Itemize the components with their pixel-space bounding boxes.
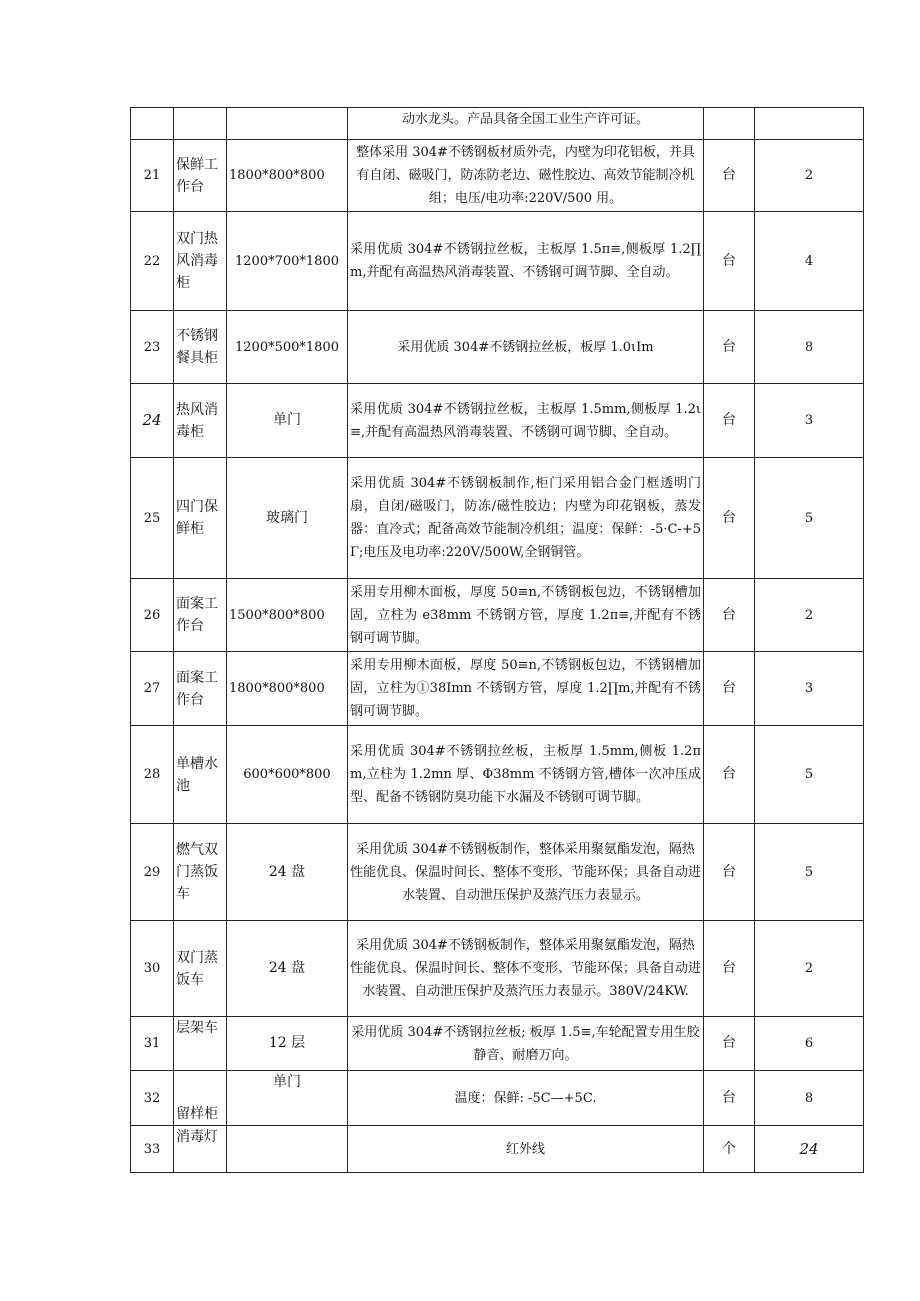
row-unit: 台	[704, 1071, 755, 1126]
row-unit: 台	[704, 458, 755, 579]
row-qty: 24	[755, 1126, 864, 1173]
table-row-continuation	[131, 108, 864, 140]
table-row	[131, 1071, 864, 1126]
row-name: 不锈钢餐具柜	[174, 311, 227, 384]
table-row	[131, 726, 864, 824]
row-name: 燃气双门蒸饭车	[174, 824, 227, 921]
row-unit: 台	[704, 726, 755, 824]
table-row	[131, 652, 864, 726]
table-row	[131, 921, 864, 1017]
table-row	[131, 212, 864, 311]
row-spec: 12 层	[227, 1017, 348, 1071]
row-no: 29	[131, 824, 174, 921]
row-qty: 5	[755, 824, 864, 921]
row-unit: 台	[704, 212, 755, 311]
table-row	[131, 458, 864, 579]
row-description: 采用优质 304#不锈钢拉丝板，主板厚 1.5π≡,侧板厚 1.2∏m,并配有高温热风消毒装置、不锈钢可调节脚、全自动。	[348, 212, 704, 311]
row-no: 23	[131, 311, 174, 384]
row-unit: 台	[704, 140, 755, 212]
row-spec	[227, 1126, 348, 1173]
row-unit: 个	[704, 1126, 755, 1173]
row-no: 24	[131, 384, 174, 458]
row-no: 22	[131, 212, 174, 311]
row-unit: 台	[704, 311, 755, 384]
row-qty: 2	[755, 579, 864, 652]
row-qty	[755, 108, 864, 140]
row-no: 27	[131, 652, 174, 726]
row-qty: 3	[755, 652, 864, 726]
table-row	[131, 824, 864, 921]
row-description: 整体采用 304#不锈钢板材质外壳，内壁为印花铝板，并具有自闭、磁吸门，防冻防老边、磁性胶边、高效节能制冷机组；电压/电功率:220V/500 用。	[348, 140, 704, 212]
row-description: 采用优质 304#不锈钢板制作，整体采用聚氨酯发泡，隔热性能优良、保温时间长、整体不变形、节能环保；具备自动进水装置、自动泄压保护及蒸汽压力表显示。380V/24KW.	[348, 921, 704, 1017]
row-description: 采用专用柳木面板，厚度 50≡n,不锈钢板包边，不锈钢槽加固，立柱为 e38mm 不锈钢方管，厚度 1.2π≡,并配有不锈钢可调节脚。	[348, 579, 704, 652]
row-unit: 台	[704, 384, 755, 458]
table-row	[131, 1126, 864, 1173]
row-qty: 6	[755, 1017, 864, 1071]
row-description: 红外线	[348, 1126, 704, 1173]
row-no: 25	[131, 458, 174, 579]
row-spec: 1200*700*1800	[227, 212, 348, 311]
row-spec: 单门	[227, 1071, 348, 1126]
row-unit: 台	[704, 921, 755, 1017]
row-qty: 8	[755, 1071, 864, 1126]
row-spec: 单门	[227, 384, 348, 458]
row-spec: 24 盘	[227, 921, 348, 1017]
row-no: 21	[131, 140, 174, 212]
row-name: 面案工作台	[174, 652, 227, 726]
row-description: 动水龙头。产品具备全国工业生产许可证。	[348, 108, 704, 140]
row-name: 层架车	[174, 1017, 227, 1071]
row-name: 消毒灯	[174, 1126, 227, 1173]
row-name: 双门蒸饭车	[174, 921, 227, 1017]
row-unit: 台	[704, 1017, 755, 1071]
row-unit: 台	[704, 824, 755, 921]
row-unit: 台	[704, 652, 755, 726]
table-row	[131, 311, 864, 384]
row-unit	[704, 108, 755, 140]
row-spec: 玻璃门	[227, 458, 348, 579]
equipment-spec-table	[130, 107, 864, 1173]
row-name	[174, 108, 227, 140]
row-no: 26	[131, 579, 174, 652]
row-qty: 4	[755, 212, 864, 311]
row-no: 30	[131, 921, 174, 1017]
row-description: 采用优质 304#不锈钢板制作，整体采用聚氨酯发泡，隔热性能优良、保温时间长、整体不变形、节能环保；具备自动进水装置、自动泄压保护及蒸汽压力表显示。	[348, 824, 704, 921]
row-qty: 8	[755, 311, 864, 384]
row-name: 四门保鲜柜	[174, 458, 227, 579]
row-spec: 1500*800*800	[227, 579, 348, 652]
row-name: 单槽水池	[174, 726, 227, 824]
row-qty: 3	[755, 384, 864, 458]
row-name: 双门热风消毒柜	[174, 212, 227, 311]
row-spec: 24 盘	[227, 824, 348, 921]
row-qty: 2	[755, 140, 864, 212]
row-no: 33	[131, 1126, 174, 1173]
table-row	[131, 1017, 864, 1071]
row-unit: 台	[704, 579, 755, 652]
row-no: 28	[131, 726, 174, 824]
row-no: 31	[131, 1017, 174, 1071]
row-qty: 5	[755, 726, 864, 824]
table-row	[131, 140, 864, 212]
row-description: 采用优质 304#不锈钢板制作,柜门采用铝合金门框透明门扇，自闭/磁吸门，防冻/磁性胶边；内壁为印花钢板，蒸发器：直冷式；配备高效节能制冷机组；温度：保鲜：-5·C-+5Γ;电压及电功率:220V/500W,全钢铜管。	[348, 458, 704, 579]
row-no: 32	[131, 1071, 174, 1126]
row-spec: 1200*500*1800	[227, 311, 348, 384]
table-row	[131, 579, 864, 652]
row-name: 热风消毒柜	[174, 384, 227, 458]
row-description: 采用专用柳木面板，厚度 50≡n,不锈钢板包边，不锈钢槽加固，立柱为①38Imn 不锈钢方管，厚度 1.2∏m,并配有不锈钢可调节脚。	[348, 652, 704, 726]
row-name: 面案工作台	[174, 579, 227, 652]
row-description: 采用优质 304#不锈钢拉丝板，主板厚 1.5mm,侧板厚 1.2ι≡,并配有高温热风消毒装置、不锈钢可调节脚、全自动。	[348, 384, 704, 458]
row-spec: 1800*800*800	[227, 652, 348, 726]
row-name: 留样柜	[174, 1071, 227, 1126]
row-name: 保鲜工作台	[174, 140, 227, 212]
row-description: 采用优质 304#不锈钢拉丝板，主板厚 1.5mm,侧板 1.2πm,立柱为 1.2mn 厚、Φ38mm 不锈钢方管,槽体一次冲压成型、配备不锈钢防臭功能下水漏及不锈钢可调节脚。	[348, 726, 704, 824]
row-qty: 2	[755, 921, 864, 1017]
row-description: 采用优质 304#不锈钢拉丝板; 板厚 1.5≡,车轮配置专用生胶静音、耐磨万向。	[348, 1017, 704, 1071]
table-row	[131, 384, 864, 458]
row-spec: 600*600*800	[227, 726, 348, 824]
row-no	[131, 108, 174, 140]
row-description: 采用优质 304#不锈钢拉丝板，板厚 1.0ιIm	[348, 311, 704, 384]
row-qty: 5	[755, 458, 864, 579]
row-spec	[227, 108, 348, 140]
row-description: 温度：保鲜: -5C—+5C.	[348, 1071, 704, 1126]
row-spec: 1800*800*800	[227, 140, 348, 212]
